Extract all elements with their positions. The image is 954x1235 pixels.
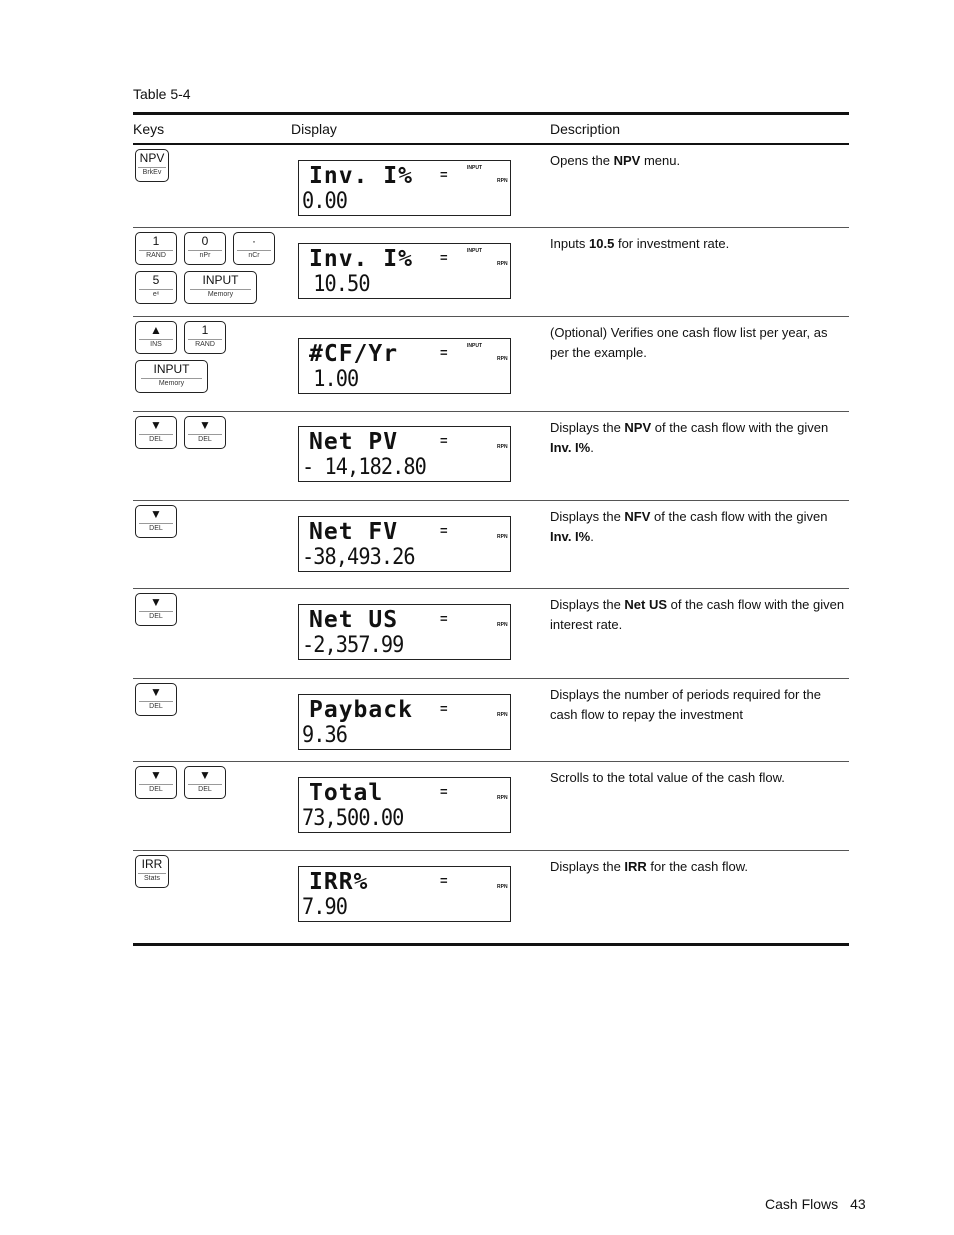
description-text: Displays the (550, 597, 625, 612)
description-text: Opens the (550, 153, 614, 168)
header-display: Display (291, 121, 337, 137)
key-shift-label: INS (139, 339, 173, 349)
display-equals: = (440, 873, 448, 888)
display-line-2: 7.90 (302, 895, 348, 920)
rpn-annunciator: RPN (497, 178, 508, 184)
description-text: of the cash flow with the given (651, 420, 829, 435)
description-emphasis: NFV (624, 509, 651, 524)
up-arrow-icon: ▲ (150, 323, 162, 337)
description (550, 234, 846, 254)
input-annunciator: INPUT (467, 165, 482, 171)
description-text: . (590, 528, 594, 544)
rpn-annunciator: RPN (497, 534, 508, 540)
display-line-2: -38,493.26 (302, 545, 415, 570)
display-equals: = (440, 167, 448, 182)
calculator-display (298, 160, 511, 216)
display-equals: = (440, 433, 448, 448)
key-label: 1 (201, 323, 209, 337)
display-line-1: Net PV (309, 429, 399, 455)
calculator-display (298, 243, 511, 299)
description (550, 507, 846, 546)
rpn-annunciator: RPN (497, 356, 508, 362)
display-line-2: -2,357.99 (302, 633, 404, 658)
display-equals: = (440, 784, 448, 799)
keystroke-sequence (135, 149, 285, 188)
display-line-2: 73,500.00 (302, 806, 404, 831)
key-label: 5 (152, 273, 160, 287)
table-row (133, 412, 849, 501)
description-emphasis: Inv. I% (550, 439, 591, 455)
description-emphasis: NPV (613, 153, 641, 168)
description-text: Displays the number of periods required for the cash flow to repay the investment (550, 687, 821, 722)
calculator-display (298, 777, 511, 833)
keystroke-sequence (135, 683, 285, 722)
display-line-2: 10.50 (302, 272, 370, 297)
key-shift-label: DEL (139, 611, 173, 621)
table-title: Table 5-4 (133, 86, 191, 102)
display-line-1: Net FV (309, 519, 399, 545)
table-row (133, 589, 849, 679)
down-arrow-icon: ▼ (199, 418, 211, 432)
description (550, 685, 846, 724)
key-shift-label: Memory (190, 289, 251, 299)
page-footer (765, 1196, 866, 1212)
key-shift-label: Stats (138, 873, 166, 883)
footer-section: Cash Flows (765, 1196, 839, 1212)
calculator-key (135, 321, 177, 354)
display-line-2: 9.36 (302, 723, 348, 748)
calculator-key (135, 766, 177, 799)
description-text: . (590, 439, 594, 455)
description-emphasis: 10.5 (589, 236, 615, 251)
description-emphasis: Inv. I% (550, 528, 591, 544)
description-text: Displays the (550, 509, 625, 524)
calculator-key (135, 149, 169, 182)
table-header (133, 112, 849, 145)
display-equals: = (440, 523, 448, 538)
table-row (133, 145, 849, 228)
table-row (133, 228, 849, 317)
description (550, 595, 846, 634)
keystroke-sequence (135, 593, 285, 632)
input-annunciator: INPUT (467, 343, 482, 349)
description-text: of the cash flow with the given interest rate. (550, 597, 845, 632)
calculator-key (135, 683, 177, 716)
description-text: menu. (640, 153, 681, 168)
display-line-1: IRR% (309, 869, 369, 895)
description-emphasis: IRR (624, 859, 647, 874)
calculator-display (298, 338, 511, 394)
down-arrow-icon: ▼ (150, 507, 162, 521)
input-annunciator: INPUT (467, 248, 482, 254)
rpn-annunciator: RPN (497, 622, 508, 628)
calculator-key (135, 855, 169, 888)
description-text: Displays the (550, 859, 625, 874)
key-label: · (252, 234, 256, 248)
rpn-annunciator: RPN (497, 884, 508, 890)
description-text: for the cash flow. (646, 859, 748, 874)
key-label: 0 (201, 234, 209, 248)
calculator-key (233, 232, 275, 265)
description-text: of the cash flow with the given (650, 509, 828, 524)
table-row (133, 679, 849, 762)
display-line-1: #CF/Yr (309, 341, 399, 367)
calculator-display (298, 426, 511, 482)
keystroke-sequence (135, 855, 285, 894)
calculator-key (135, 416, 177, 449)
down-arrow-icon: ▼ (150, 418, 162, 432)
page-number: 43 (850, 1196, 866, 1212)
display-line-2: 0.00 (302, 189, 348, 214)
key-shift-label: DEL (139, 784, 173, 794)
rpn-annunciator: RPN (497, 444, 508, 450)
description-text: Displays the (550, 420, 625, 435)
table-row (133, 851, 849, 946)
keystroke-sequence (135, 321, 285, 399)
table-row (133, 762, 849, 851)
calculator-display (298, 866, 511, 922)
key-shift-label: eˣ (139, 289, 173, 299)
calculator-key (184, 416, 226, 449)
display-line-1: Payback (309, 697, 413, 723)
down-arrow-icon: ▼ (150, 595, 162, 609)
key-shift-label: DEL (139, 434, 173, 444)
description-text: (Optional) Verifies one cash flow list per year, as per the example. (550, 325, 828, 360)
header-keys: Keys (133, 121, 165, 137)
rpn-annunciator: RPN (497, 261, 508, 267)
key-shift-label: Memory (141, 378, 202, 388)
keystroke-sequence (135, 232, 285, 310)
calculator-key (184, 321, 226, 354)
key-shift-label: BrkEv (138, 167, 166, 177)
description (550, 418, 846, 457)
calculator-key (135, 271, 177, 304)
table-5-4 (133, 112, 849, 946)
display-equals: = (440, 345, 448, 360)
description (550, 768, 846, 788)
description (550, 857, 846, 877)
display-line-2: - 14,182.80 (302, 455, 426, 480)
down-arrow-icon: ▼ (150, 768, 162, 782)
table-row (133, 501, 849, 589)
keystroke-sequence (135, 766, 285, 805)
key-shift-label: DEL (188, 434, 222, 444)
header-description: Description (550, 121, 621, 137)
key-label: INPUT (202, 273, 239, 287)
down-arrow-icon: ▼ (199, 768, 211, 782)
key-shift-label: DEL (188, 784, 222, 794)
calculator-display (298, 516, 511, 572)
display-equals: = (440, 611, 448, 626)
calculator-key (184, 232, 226, 265)
key-label: IRR (141, 857, 163, 871)
rpn-annunciator: RPN (497, 712, 508, 718)
key-shift-label: nPr (188, 250, 222, 260)
calculator-key (135, 505, 177, 538)
description-emphasis: NPV (624, 420, 652, 435)
calculator-display (298, 604, 511, 660)
key-label: 1 (152, 234, 160, 248)
calculator-display (298, 694, 511, 750)
keystroke-sequence (135, 505, 285, 544)
keystroke-sequence (135, 416, 285, 455)
down-arrow-icon: ▼ (150, 685, 162, 699)
key-label: NPV (139, 151, 165, 165)
rpn-annunciator: RPN (497, 795, 508, 801)
description-emphasis: Net US (624, 597, 668, 612)
key-shift-label: RAND (139, 250, 173, 260)
description-text: Scrolls to the total value of the cash flow. (550, 770, 785, 785)
table-row (133, 317, 849, 412)
calculator-key (184, 766, 226, 799)
calculator-key (135, 360, 208, 393)
calculator-key (135, 232, 177, 265)
description-text: for investment rate. (614, 236, 730, 251)
calculator-key (184, 271, 257, 304)
key-shift-label: DEL (139, 523, 173, 533)
key-shift-label: RAND (188, 339, 222, 349)
display-line-1: Net US (309, 607, 399, 633)
key-label: INPUT (153, 362, 190, 376)
key-shift-label: nCr (237, 250, 271, 260)
description-text: Inputs (550, 236, 590, 251)
display-line-2: 1.00 (302, 367, 359, 392)
display-line-1: Total (309, 780, 384, 806)
calculator-key (135, 593, 177, 626)
key-shift-label: DEL (139, 701, 173, 711)
description (550, 323, 846, 362)
display-line-1: Inv. I% (309, 163, 413, 189)
display-equals: = (440, 250, 448, 265)
description (550, 151, 846, 171)
display-line-1: Inv. I% (309, 246, 413, 272)
display-equals: = (440, 701, 448, 716)
